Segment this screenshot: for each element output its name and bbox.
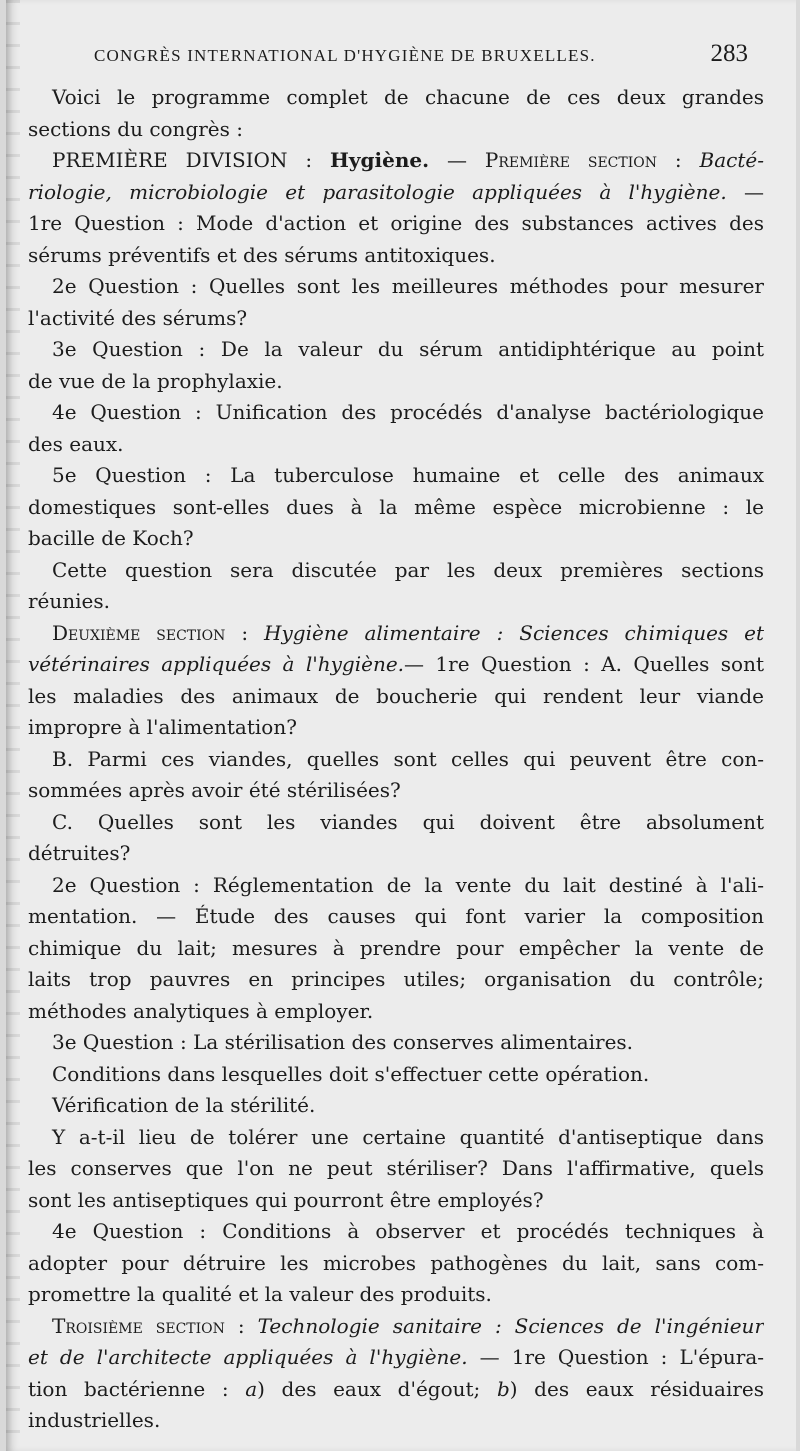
line-text: 5e Question : La tuberculose humaine et celle des animaux — [52, 463, 764, 487]
line-text: méthodes analytiques à employer. — [28, 998, 374, 1023]
colon: : — [224, 1313, 258, 1338]
line-text: promettre la qualité et la valeur des produits. — [28, 1282, 492, 1306]
text-line — [28, 397, 764, 429]
text-line — [28, 555, 764, 587]
section-title: riologie, microbiologie et parasitologie appliquées à l'hygiène. — [28, 179, 727, 204]
text-line — [28, 1216, 764, 1248]
text-line — [28, 964, 764, 996]
section-title: et de l'architecte appliquées à l'hygiène. — [28, 1345, 468, 1369]
text-line — [28, 744, 764, 776]
text-line — [28, 1090, 764, 1122]
line-text: sections du congrès : — [28, 116, 243, 141]
text-line — [28, 114, 764, 146]
section-title: Hygiène alimentaire : Sciences chimiques et — [264, 620, 764, 645]
text-line — [28, 334, 764, 366]
line-text: impropre à l'alimentation? — [28, 715, 297, 739]
text-line — [28, 1027, 764, 1059]
line-text: bacille de Koch? — [28, 526, 194, 550]
section-title: vétérinaires appliquées à l'hygiène. — [28, 652, 405, 676]
line-text: sont les antiseptiques qui pourront être employés? — [28, 1187, 544, 1212]
line-text: de vue de la prophylaxie. — [28, 368, 283, 393]
text-line — [28, 177, 764, 209]
text-line — [28, 1374, 764, 1406]
section-heading-line — [28, 618, 764, 650]
text-line — [28, 838, 764, 870]
line-text: 1re Question : Mode d'action et origine des substances actives des — [28, 211, 764, 235]
text-line — [28, 240, 764, 272]
text-line — [28, 271, 764, 303]
text-line — [28, 933, 764, 965]
division-title: Hygiène. — [330, 148, 430, 172]
line-text: sérums préventifs et des sérums antitoxiques. — [28, 242, 496, 267]
line-text: — 1re Question : A. Quelles sont — [404, 652, 764, 676]
line-text: laits trop pauvres en principes utiles; organisation du contrôle; — [28, 967, 764, 991]
line-text: les conserves que l'on ne peut stériliser? Dans l'affirmative, quels — [28, 1156, 764, 1180]
division-label: PREMIÈRE DIVISION : — [52, 148, 330, 172]
line-text: des eaux. — [28, 431, 124, 456]
line-text: domestiques sont-elles dues à la même espèce microbienne : le — [28, 494, 764, 519]
text-line — [28, 1122, 764, 1154]
line-text: Vérification de la stérilité. — [52, 1093, 316, 1117]
line-text: sommées après avoir été stérilisées? — [28, 778, 401, 802]
line-text: industrielles. — [28, 1408, 161, 1432]
page-number: 283 — [710, 40, 748, 67]
text-line — [28, 523, 764, 555]
line-text: B. Parmi ces viandes, quelles sont celles qui peuvent être con- — [52, 746, 764, 771]
dash: — — [726, 179, 764, 204]
line-text: détruites? — [28, 841, 131, 865]
line-text: réunies. — [28, 589, 111, 613]
text-line — [28, 870, 764, 902]
colon: : — [225, 620, 265, 645]
line-text: Voici le programme complet de chacune de ces deux grandes — [52, 85, 764, 109]
text-line — [28, 1279, 764, 1311]
text-line — [28, 1153, 764, 1185]
running-title: CONGRÈS INTERNATIONAL D'HYGIÈNE DE BRUXELLES. — [94, 46, 596, 65]
text-line — [28, 807, 764, 839]
line-text: l'activité des sérums? — [28, 305, 248, 330]
list-marker: b — [496, 1376, 510, 1401]
text-line — [28, 1248, 764, 1280]
text-line — [28, 775, 764, 807]
text-line — [28, 366, 764, 398]
running-header — [94, 40, 748, 74]
page-gutter-shadow — [6, 0, 20, 1451]
line-text: 3e Question : De la valeur du sérum antidiphtérique au point — [52, 337, 764, 361]
line-text: ) des eaux résiduaires — [509, 1376, 764, 1401]
line-text: 2e Question : Réglementation de la vente du lait destiné à l'ali- — [52, 872, 764, 897]
section-heading-line — [28, 1311, 764, 1343]
text-line — [28, 649, 764, 681]
section-label: Première section — [484, 148, 657, 172]
line-text: ) des eaux d'égout; — [257, 1376, 497, 1401]
line-text: 2e Question : Quelles sont les meilleures méthodes pour mesurer — [52, 274, 764, 298]
line-text: Cette question sera discutée par les deux premières sections — [52, 557, 764, 582]
text-line — [28, 1059, 764, 1091]
text-line — [28, 82, 764, 114]
section-label: Troisième section — [52, 1313, 225, 1338]
text-line — [28, 1342, 764, 1374]
line-text: Y a-t-il lieu de tolérer une certaine quantité d'antiseptique dans — [52, 1124, 764, 1149]
line-text: 3e Question : La stérilisation des conserves alimentaires. — [52, 1030, 634, 1054]
text-line — [28, 681, 764, 713]
line-text: C. Quelles sont les viandes qui doivent être absolument — [52, 809, 764, 834]
body-text — [28, 82, 764, 1437]
line-text: Conditions dans lesquelles doit s'effectuer cette opération. — [52, 1061, 650, 1086]
text-line — [28, 208, 764, 240]
line-text: mentation. — Étude des causes qui font varier la composition — [28, 904, 764, 928]
line-text: 4e Question : Unification des procédés d'analyse bactériologique — [52, 400, 764, 424]
line-text: 4e Question : Conditions à observer et procédés techniques à — [52, 1219, 764, 1243]
text-line — [28, 586, 764, 618]
book-page — [6, 0, 796, 1451]
text-line — [28, 1185, 764, 1217]
text-line — [28, 429, 764, 461]
text-line — [28, 460, 764, 492]
colon: : — [656, 148, 700, 172]
line-text: chimique du lait; mesures à prendre pour empêcher la vente de — [28, 935, 764, 960]
dash: — — [429, 148, 485, 172]
line-text: tion bactérienne : — [28, 1376, 246, 1401]
section-title: Bacté- — [699, 148, 764, 172]
line-text: — 1re Question : L'épura- — [467, 1345, 764, 1369]
division-heading-line — [28, 145, 764, 177]
text-line — [28, 996, 764, 1028]
text-line — [28, 901, 764, 933]
section-label: Deuxième section — [52, 620, 226, 645]
line-text: les maladies des animaux de boucherie qui rendent leur viande — [28, 683, 764, 708]
text-line — [28, 1405, 764, 1437]
text-line — [28, 492, 764, 524]
section-title: Technologie sanitaire : Sciences de l'ingénieur — [257, 1313, 764, 1338]
text-line — [28, 712, 764, 744]
line-text: adopter pour détruire les microbes pathogènes du lait, sans com- — [28, 1250, 764, 1275]
list-marker: a — [245, 1376, 258, 1401]
text-line — [28, 303, 764, 335]
